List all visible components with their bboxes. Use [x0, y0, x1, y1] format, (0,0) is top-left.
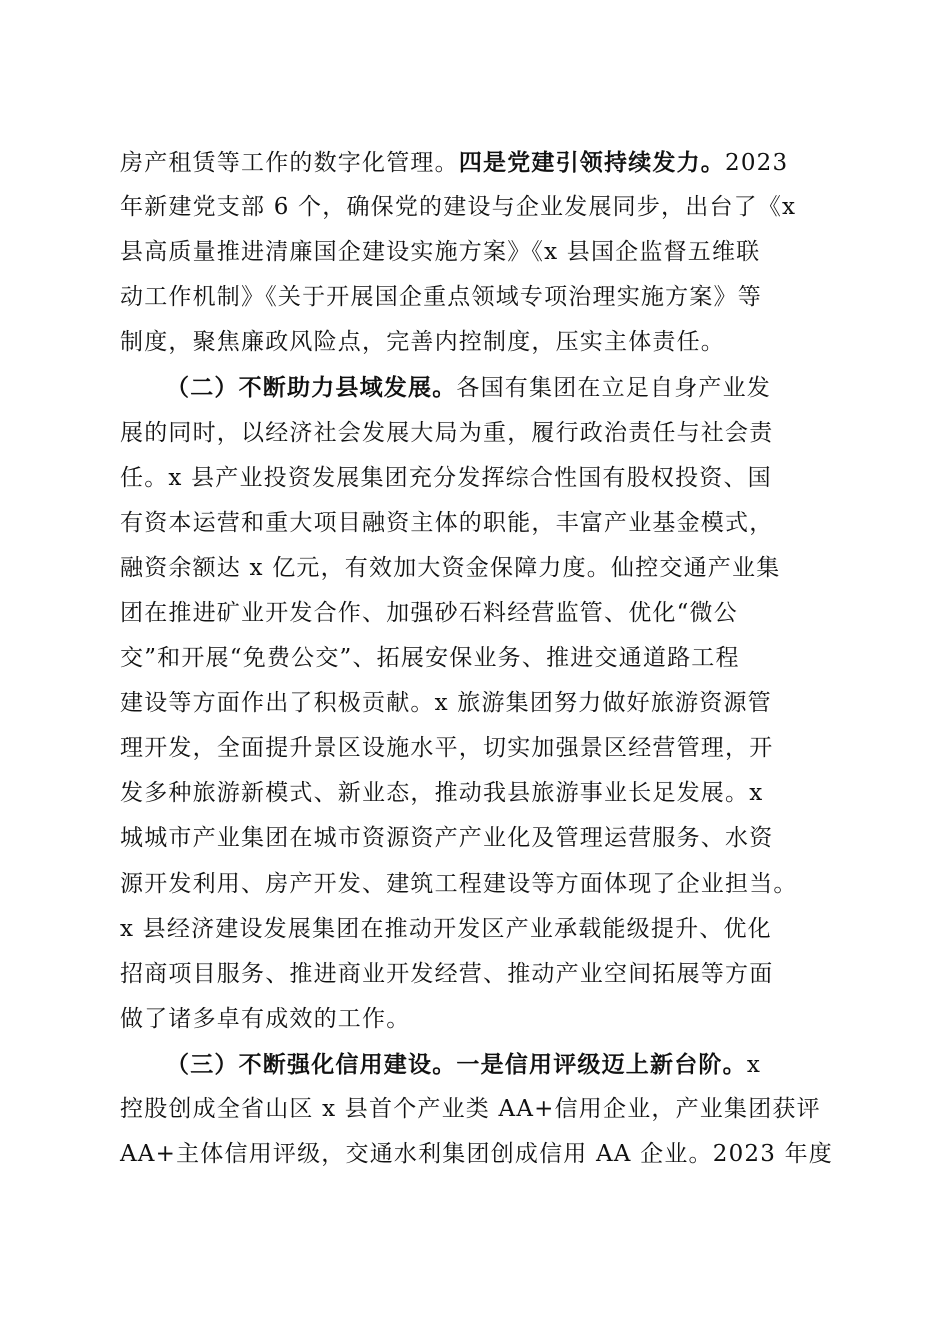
section-heading: （二）不断助力县域发展。 — [166, 374, 457, 402]
paragraph-party-building — [120, 140, 830, 365]
paragraph-county-development — [120, 365, 830, 1041]
text-line: 源开发利用、房产开发、建筑工程建设等方面体现了企业担当。 — [120, 870, 798, 897]
text-line: 有资本运营和重大项目融资主体的职能，丰富产业基金模式， — [120, 509, 774, 536]
text-line: 团在推进矿业开发合作、加强砂石料经营监管、优化“微公 — [120, 599, 738, 626]
text-line: 发多种旅游新模式、新业态，推动我县旅游事业长足发展。x — [120, 780, 764, 807]
text-line: x 县经济建设发展集团在推动开发区产业承载能级提升、优化 — [120, 915, 772, 942]
text-line: 年新建党支部 6 个，确保党的建设与企业发展同步，出台了《x — [120, 194, 797, 221]
text-line: 招商项目服务、推进商业开发经营、推动产业空间拓展等方面 — [120, 960, 774, 987]
text-line: 融资余额达 x 亿元，有效加大资金保障力度。仙控交通产业集 — [120, 554, 781, 581]
text-line: 交”和开展“免费公交”、拓展安保业务、推进交通道路工程 — [120, 645, 740, 672]
text-line: 城城市产业集团在城市资源资产产业化及管理运营服务、水资 — [120, 825, 774, 852]
section-heading: （三）不断强化信用建设。一是信用评级迈上新台阶。 — [166, 1050, 747, 1078]
text-line: （三）不断强化信用建设。一是信用评级迈上新台阶。x — [166, 1050, 761, 1078]
text-line: 控股创成全省山区 x 县首个产业类 AA+信用企业，产业集团获评 — [120, 1095, 821, 1122]
text-line: （二）不断助力县域发展。各国有集团在立足自身产业发 — [166, 374, 772, 402]
text-line: 理开发，全面提升景区设施水平，切实加强景区经营管理，开 — [120, 735, 774, 762]
text-line: 房产租赁等工作的数字化管理。四是党建引领持续发力。2023 — [120, 149, 789, 176]
text-line: AA+主体信用评级，交通水利集团创成信用 AA 企业。2023 年度 — [120, 1141, 833, 1168]
text-line: 制度，聚焦廉政风险点，完善内控制度，压实主体责任。 — [120, 329, 725, 356]
text-line: 建设等方面作出了积极贡献。x 旅游集团努力做好旅游资源管 — [120, 690, 772, 717]
text-line: 展的同时，以经济社会发展大局为重，履行政治责任与社会责 — [120, 419, 774, 446]
text-line: 县高质量推进清廉国企建设实施方案》《x 县国企监督五维联 — [120, 239, 761, 266]
bold-heading: 四是党建引领持续发力。 — [458, 149, 726, 176]
document-body — [120, 140, 833, 1177]
text-line: 任。x 县产业投资发展集团充分发挥综合性国有股权投资、国 — [120, 464, 772, 491]
text-line: 做了诸多卓有成效的工作。 — [120, 1005, 411, 1032]
paragraph-credit-building — [120, 1042, 833, 1177]
text-line: 动工作机制》《关于开展国企重点领域专项治理实施方案》等 — [120, 284, 762, 311]
